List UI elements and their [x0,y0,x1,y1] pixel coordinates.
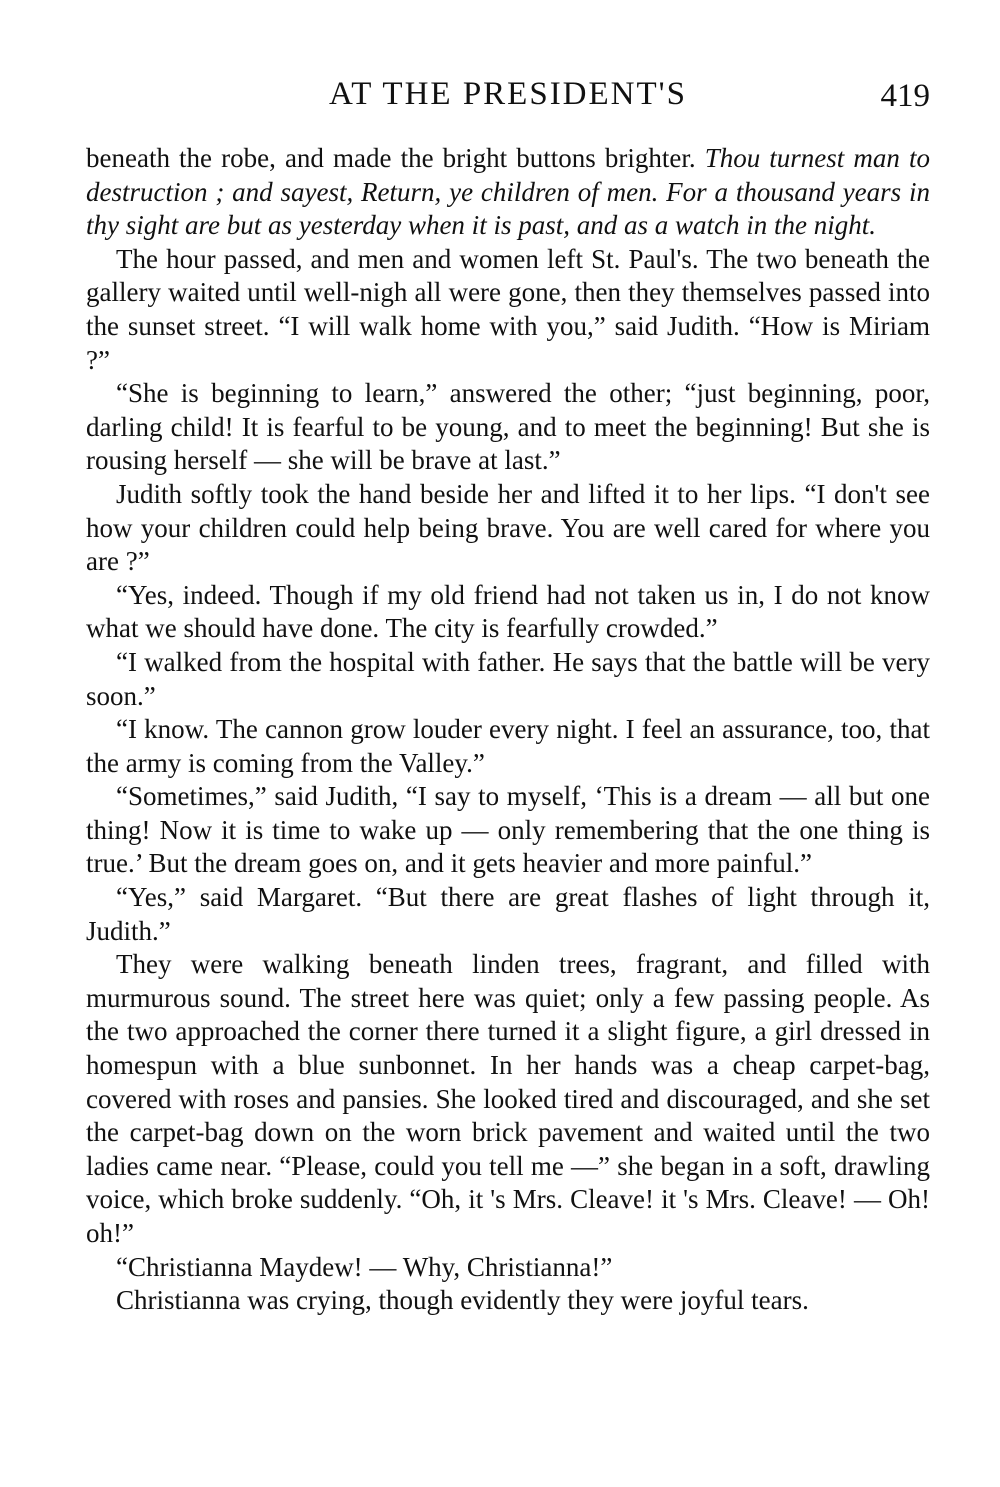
paragraph: “I know. The cannon grow louder every night. I feel an assurance, too, that the army is coming from the Valley.” [86,714,930,778]
paragraph: “Yes,” said Margaret. “But there are great flashes of light through it, Judith.” [86,882,930,946]
body-text [86,142,930,1318]
paragraph-text: beneath the robe, and made the bright buttons brighter. [86,143,705,173]
paragraph: “Yes, indeed. Though if my old friend had not taken us in, I do not know what we should have done. The city is fearfully crowded.” [86,579,930,644]
paragraph: “Sometimes,” said Judith, “I say to myself, ‘This is a dream — all but one thing! Now it is time to wake up — only remembering that the one thing is true.’ But the dream goes on, and it gets heavier and more painful.” [86,781,930,879]
paragraph: “Christianna Maydew! — Why, Christianna!” [116,1251,613,1282]
book-page [86,72,930,1318]
page-header [86,72,930,120]
paragraph: The hour passed, and men and women left St. Paul's. The two beneath the gallery waited until well-nigh all were gone, then they themselves passed into the sunset street. “I will walk home with you,” said Judith. “How is Miriam ?” [86,243,930,375]
paragraph: “She is beginning to learn,” answered the other; “just beginning, poor, darling child! It is fearful to be young, and to meet the beginning! But she is rousing herself — she will be brave at last.” [86,378,930,476]
paragraph: They were walking beneath linden trees, fragrant, and filled with murmurous sound. The street here was quiet; only a few passing people. As the two approached the corner there turned it a slight figure, a girl dressed in homespun with a blue sunbonnet. In her hands was a cheap carpet-bag, covered with roses and pansies. She looked tired and discouraged, and she set the carpet-bag down on the worn brick pavement and waited until the two ladies came near. “Please, could you tell me —” she began in a soft, drawling voice, which broke suddenly. “Oh, it 's Mrs. Cleave! it 's Mrs. Cleave! — Oh! oh!” [86,949,930,1248]
paragraph: “I walked from the hospital with father. He says that the battle will be very soon.” [86,646,930,711]
running-head: AT THE PRESIDENT'S [329,76,687,112]
paragraph: Christianna was crying, though evidently they were joyful tears. [116,1285,809,1316]
italic-scripture-quote: Thou turnest man to destruction ; and sayest, Return, ye children of men. For a thousand years in thy sight are but as yesterday when it is past, and as a watch in the night. [86,143,930,241]
page-number: 419 [880,78,930,114]
paragraph [86,142,930,243]
paragraph: Judith softly took the hand beside her and lifted it to her lips. “I don't see how your children could help being brave. You are well cared for where you are ?” [86,478,930,577]
